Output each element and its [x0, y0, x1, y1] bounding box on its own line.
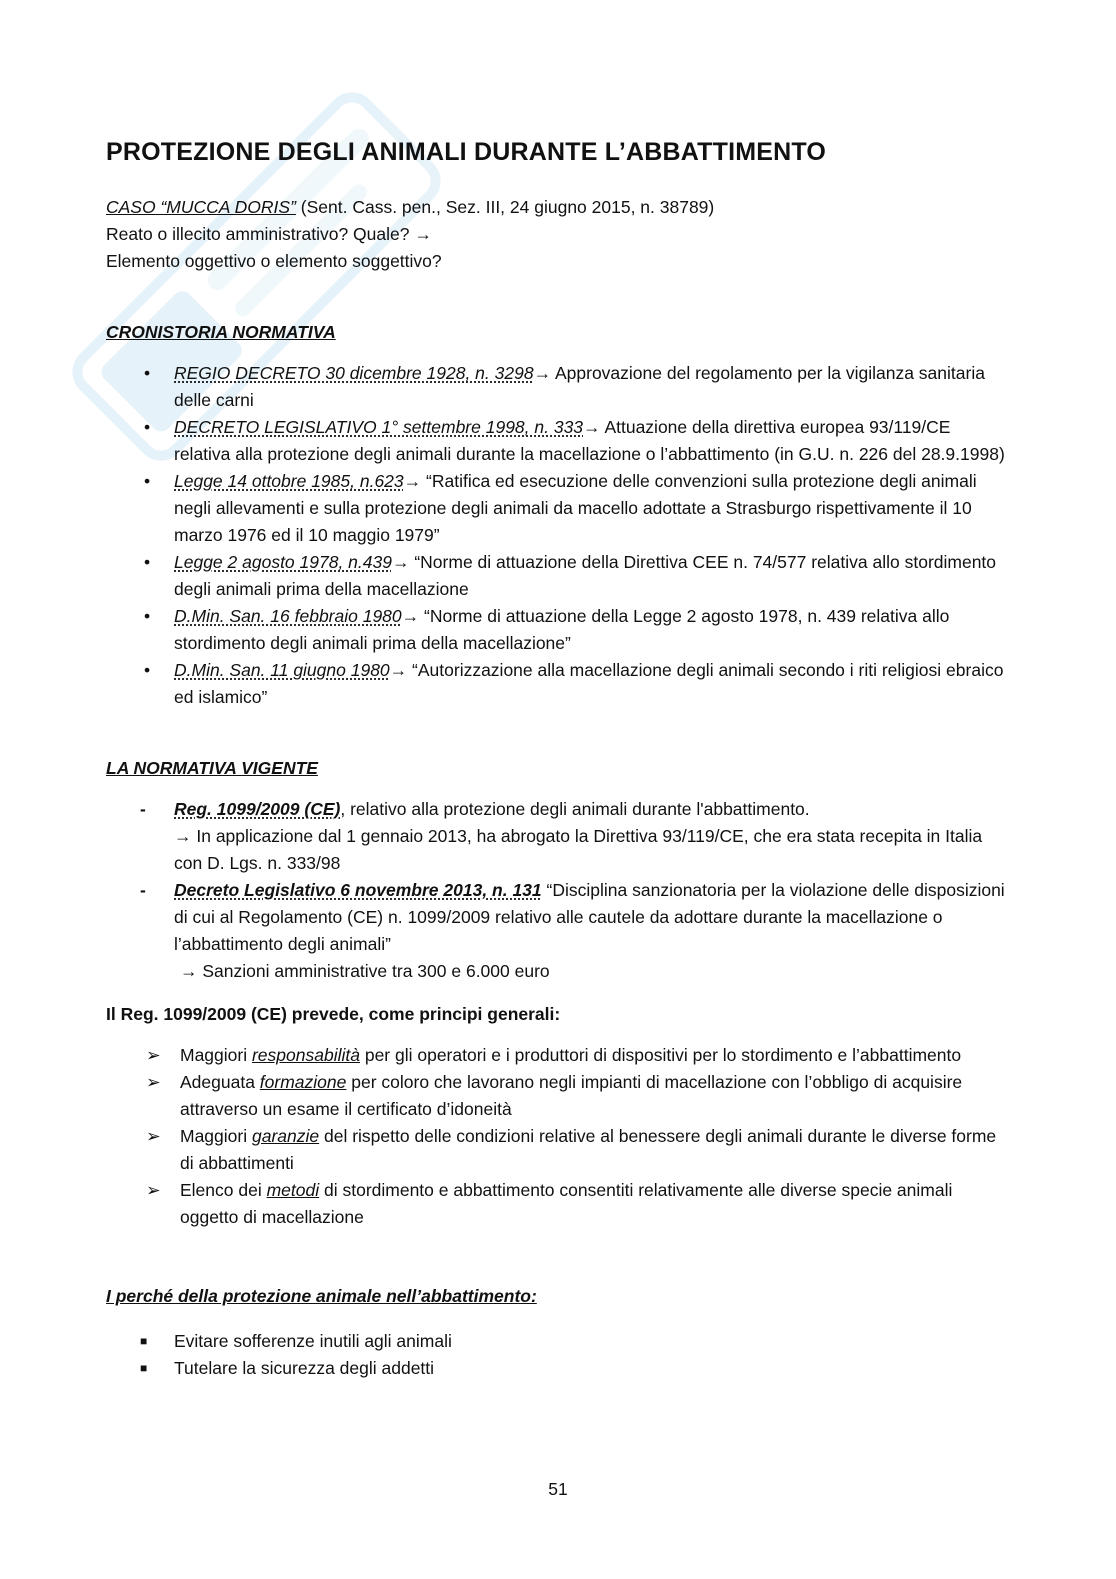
law-description: → “Ratifica ed esecuzione delle convenzioni sulla protezione degli animali negli allevamenti e sulla protezione degli animali da macello adottate a Strasburgo rispettivamente il 10 marzo 1976 ed il 10 maggio 1979” [174, 471, 977, 545]
law-reference: D.Min. San. 16 febbraio 1980 [174, 606, 402, 626]
case-title: CASO “MUCCA DORIS” [106, 197, 296, 217]
list-item [106, 1177, 1006, 1231]
arrow-bullet-icon: ➢ [146, 1045, 161, 1065]
principle-keyword: metodi [266, 1180, 320, 1200]
arrow-bullet-icon: ➢ [146, 1126, 161, 1146]
list-item [106, 1123, 1006, 1177]
list-item [106, 549, 1006, 603]
list-item [106, 877, 1006, 985]
case-reference: (Sent. Cass. pen., Sez. III, 24 giugno 2015, n. 38789) [295, 197, 715, 217]
law-note: → In applicazione dal 1 gennaio 2013, ha abrogato la Direttiva 93/119/CE, che era stata recepita in Italia con D. Lgs. n. 333/98 [174, 826, 983, 873]
bullet-icon: • [144, 417, 151, 437]
dash-bullet: - [140, 880, 146, 900]
bullet-icon: • [144, 471, 151, 491]
law-reference: REGIO DECRETO 30 dicembre 1928, n. 3298 [174, 363, 534, 383]
vigente-list [106, 796, 1006, 985]
principles-list [106, 1042, 1006, 1231]
law-reference: D.Min. San. 11 giugno 1980 [174, 660, 390, 680]
principle-text: di stordimento e abbattimento consentiti relativamente alle diverse specie animali oggetto di macellazione [180, 1180, 953, 1227]
law-reference: Reg. 1099/2009 (CE) [174, 799, 341, 819]
list-item [106, 657, 1006, 711]
principle-text: Elenco dei [180, 1180, 267, 1200]
reason-text: Tutelare la sicurezza degli addetti [174, 1358, 435, 1378]
principle-text: Maggiori [180, 1126, 252, 1146]
list-item [106, 1069, 1006, 1123]
principle-text: del rispetto delle condizioni relative al benessere degli animali durante le diverse forme di abbattimenti [180, 1126, 997, 1173]
page-number: 51 [548, 1479, 568, 1499]
law-description: → “Norme di attuazione della Direttiva CEE n. 74/577 relativa allo stordimento degli animali prima della macellazione [174, 552, 997, 599]
vigente-heading: LA NORMATIVA VIGENTE [106, 758, 318, 778]
bullet-icon: • [144, 363, 151, 383]
cronistoria-list [106, 360, 1006, 711]
list-item [106, 468, 1006, 549]
list-item [106, 414, 1006, 468]
law-description: → Approvazione del regolamento per la vigilanza sanitaria delle carni [174, 363, 985, 410]
law-description: → Attuazione della direttiva europea 93/119/CE relativa alla protezione degli animali durante la macellazione o l’abbattimento (in G.U. n. 226 del 28.9.1998) [174, 417, 1005, 464]
law-description: → “Autorizzazione alla macellazione degli animali secondo i riti religiosi ebraico ed islamico” [174, 660, 1004, 707]
arrow-bullet-icon: ➢ [146, 1072, 161, 1092]
law-reference: Decreto Legislativo 6 novembre 2013, n. 131 [174, 880, 542, 900]
law-description: → “Norme di attuazione della Legge 2 agosto 1978, n. 439 relativa allo stordimento degli animali prima della macellazione” [174, 606, 950, 653]
law-reference: DECRETO LEGISLATIVO 1° settembre 1998, n. 333 [174, 417, 584, 437]
cronistoria-heading: CRONISTORIA NORMATIVA [106, 322, 336, 342]
law-reference: Legge 2 agosto 1978, n.439 [174, 552, 392, 572]
list-item [106, 796, 1006, 877]
law-note: → Sanzioni amministrative tra 300 e 6.000 euro [180, 961, 550, 981]
principle-text: per gli operatori e i produttori di dispositivi per lo stordimento e l’abbattimento [359, 1045, 962, 1065]
principle-keyword: garanzie [251, 1126, 320, 1146]
principle-keyword: responsabilità [251, 1045, 360, 1065]
bullet-icon: • [144, 660, 151, 680]
principle-text: per coloro che lavorano negli impianti di macellazione con l’obbligo di acquisire attraverso un esame il certificato d’idoneità [180, 1072, 963, 1119]
law-reference: Legge 14 ottobre 1985, n.623 [174, 471, 404, 491]
law-description: , relativo alla protezione degli animali durante l'abbattimento. [340, 799, 810, 819]
principles-lead: Il Reg. 1099/2009 (CE) prevede, come principi generali: [106, 1004, 561, 1024]
case-line [106, 194, 1006, 221]
case-intro [106, 194, 1006, 275]
list-item [106, 360, 1006, 414]
reason-text: Evitare sofferenze inutili agli animali [174, 1331, 452, 1351]
list-item [106, 1042, 1006, 1069]
page-title: PROTEZIONE DEGLI ANIMALI DURANTE L’ABBATTIMENTO [106, 138, 827, 166]
perche-heading: I perché della protezione animale nell’abbattimento: [106, 1286, 537, 1306]
law-description: “Disciplina sanzionatoria per la violazione delle disposizioni di cui al Regolamento (CE) n. 1099/2009 relativo alle cautele da adottare durante la macellazione o l’abbattimento degli animali” [174, 880, 1005, 954]
principle-text: Maggiori [180, 1045, 252, 1065]
bullet-icon: • [144, 552, 151, 572]
document-page [106, 130, 1006, 1382]
case-question-1: Reato o illecito amministrativo? Quale? → [106, 224, 432, 244]
list-item [106, 1355, 1006, 1382]
bullet-icon: • [144, 606, 151, 626]
list-item [106, 1328, 1006, 1355]
dash-bullet: - [140, 799, 146, 819]
perche-list [106, 1328, 1006, 1382]
square-bullet-icon: ■ [140, 1361, 148, 1375]
arrow-bullet-icon: ➢ [146, 1180, 161, 1200]
principle-text: Adeguata [180, 1072, 260, 1092]
case-question-2: Elemento oggettivo o elemento soggettivo? [106, 251, 442, 271]
principle-keyword: formazione [259, 1072, 347, 1092]
list-item [106, 603, 1006, 657]
square-bullet-icon: ■ [140, 1334, 148, 1348]
